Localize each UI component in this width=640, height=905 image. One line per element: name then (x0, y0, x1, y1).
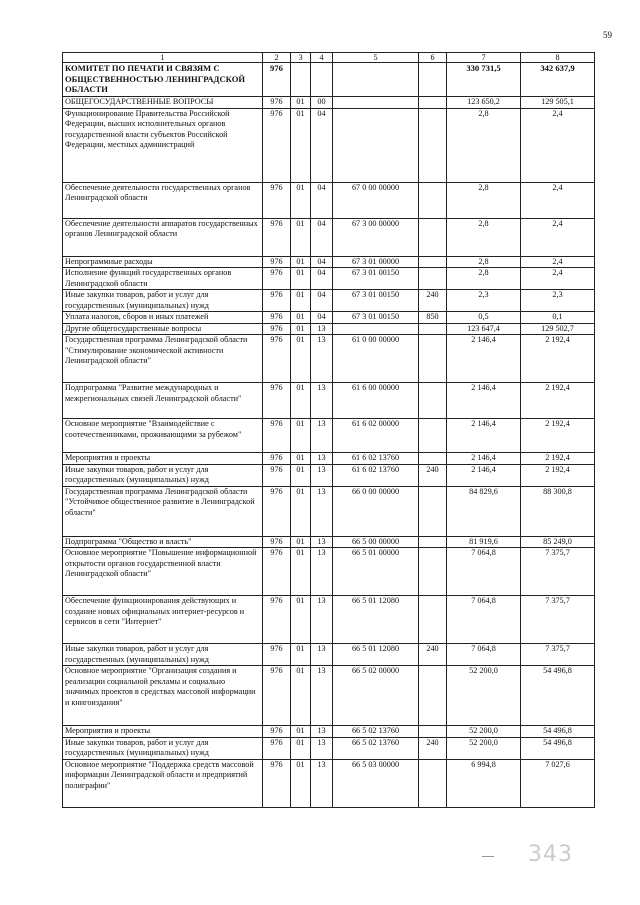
row-amount-year1: 52 200,0 (447, 737, 521, 759)
row-expense-type: 850 (419, 312, 447, 324)
table-row (63, 644, 595, 666)
row-group: 01 (291, 536, 311, 548)
row-expense-type (419, 419, 447, 453)
row-name: Подпрограмма "Развитие международных и межрегиональных связей Ленинградской области" (63, 383, 263, 419)
row-section: 13 (311, 464, 333, 486)
row-amount-year1: 2 146,4 (447, 419, 521, 453)
row-group: 01 (291, 596, 311, 644)
row-target-article: 67 3 01 00000 (333, 256, 419, 268)
table-row (63, 256, 595, 268)
row-section: 04 (311, 268, 333, 290)
row-group: 01 (291, 335, 311, 383)
row-group: 01 (291, 383, 311, 419)
row-code: 976 (263, 644, 291, 666)
row-amount-year1: 2 146,4 (447, 383, 521, 419)
row-name: Подпрограмма "Общество и власть" (63, 536, 263, 548)
row-code: 976 (263, 464, 291, 486)
row-name: Непрограммные расходы (63, 256, 263, 268)
row-name: Функционирование Правительства Российской Федерации, высших исполнительных органов государственной власти субъектов Российской Федерации, местных администраций (63, 108, 263, 182)
header-cell: 7 (447, 53, 521, 63)
row-target-article: 66 5 03 00000 (333, 759, 419, 807)
row-group: 01 (291, 666, 311, 726)
row-name: Уплата налогов, сборов и иных платежей (63, 312, 263, 324)
row-group: 01 (291, 419, 311, 453)
row-amount-year2: 7 027,6 (521, 759, 595, 807)
row-amount-year1: 81 919,6 (447, 536, 521, 548)
table-row (63, 323, 595, 335)
row-target-article: 61 0 00 00000 (333, 335, 419, 383)
table-row (63, 464, 595, 486)
row-target-article: 66 0 00 00000 (333, 486, 419, 536)
row-expense-type (419, 759, 447, 807)
row-target-article: 61 6 02 13760 (333, 464, 419, 486)
row-amount-year2: 2,4 (521, 256, 595, 268)
row-group: 01 (291, 726, 311, 738)
row-amount-year1: 2,8 (447, 182, 521, 218)
row-amount-year1: 123 647,4 (447, 323, 521, 335)
row-amount-year2: 54 496,8 (521, 737, 595, 759)
row-amount-year2: 2,4 (521, 182, 595, 218)
row-name: Основное мероприятие "Взаимодействие с соотечественниками, проживающими за рубежом" (63, 419, 263, 453)
row-expense-type (419, 383, 447, 419)
row-target-article: 66 5 02 13760 (333, 737, 419, 759)
row-section: 13 (311, 596, 333, 644)
row-group (291, 63, 311, 97)
row-amount-year1: 7 064,8 (447, 548, 521, 596)
row-amount-year2: 2 192,4 (521, 383, 595, 419)
row-expense-type (419, 548, 447, 596)
row-amount-year2: 7 375,7 (521, 596, 595, 644)
row-expense-type (419, 596, 447, 644)
row-group: 01 (291, 312, 311, 324)
row-amount-year2: 88 300,8 (521, 486, 595, 536)
table-row (63, 312, 595, 324)
row-target-article: 66 5 02 13760 (333, 726, 419, 738)
row-group: 01 (291, 323, 311, 335)
row-code: 976 (263, 726, 291, 738)
row-amount-year2: 2,4 (521, 108, 595, 182)
table-body (63, 53, 595, 808)
row-name: Обеспечение функционирования действующих и создание новых официальных интернет-ресурсов и сервисов в сети "Интернет" (63, 596, 263, 644)
row-amount-year2: 129 502,7 (521, 323, 595, 335)
row-group: 01 (291, 97, 311, 109)
row-section: 04 (311, 218, 333, 256)
row-section: 13 (311, 666, 333, 726)
row-group: 01 (291, 486, 311, 536)
row-code: 976 (263, 218, 291, 256)
row-target-article: 61 6 02 00000 (333, 419, 419, 453)
page-stamp: 343 (528, 842, 573, 867)
row-code: 976 (263, 737, 291, 759)
row-target-article: 67 0 00 00000 (333, 182, 419, 218)
row-name: Исполнение функций государственных органов Ленинградской области (63, 268, 263, 290)
row-expense-type (419, 63, 447, 97)
row-amount-year1: 2,3 (447, 290, 521, 312)
row-group: 01 (291, 290, 311, 312)
row-amount-year1: 2,8 (447, 218, 521, 256)
row-code: 976 (263, 453, 291, 465)
row-group: 01 (291, 453, 311, 465)
row-expense-type: 240 (419, 737, 447, 759)
row-amount-year2: 54 496,8 (521, 666, 595, 726)
row-target-article (333, 97, 419, 109)
row-amount-year1: 0,5 (447, 312, 521, 324)
row-expense-type: 240 (419, 644, 447, 666)
row-amount-year1: 2,8 (447, 108, 521, 182)
row-code: 976 (263, 268, 291, 290)
row-target-article: 66 5 01 12080 (333, 596, 419, 644)
row-group: 01 (291, 548, 311, 596)
row-section (311, 63, 333, 97)
row-amount-year2: 0,1 (521, 312, 595, 324)
row-amount-year1: 2,8 (447, 256, 521, 268)
row-amount-year2: 2 192,4 (521, 335, 595, 383)
row-section: 13 (311, 335, 333, 383)
table-row (63, 290, 595, 312)
row-target-article (333, 108, 419, 182)
row-amount-year1: 123 650,2 (447, 97, 521, 109)
row-target-article: 67 3 01 00150 (333, 312, 419, 324)
row-amount-year1: 84 829,6 (447, 486, 521, 536)
row-expense-type (419, 256, 447, 268)
table-row (63, 596, 595, 644)
table-row (63, 419, 595, 453)
row-amount-year2: 2 192,4 (521, 464, 595, 486)
header-cell: 5 (333, 53, 419, 63)
row-section: 04 (311, 256, 333, 268)
header-cell: 1 (63, 53, 263, 63)
row-code: 976 (263, 97, 291, 109)
row-amount-year2: 7 375,7 (521, 644, 595, 666)
row-group: 01 (291, 218, 311, 256)
row-amount-year2: 2,4 (521, 268, 595, 290)
row-amount-year2: 7 375,7 (521, 548, 595, 596)
row-name: Иные закупки товаров, работ и услуг для государственных (муниципальных) нужд (63, 644, 263, 666)
row-target-article: 66 5 00 00000 (333, 536, 419, 548)
row-expense-type (419, 108, 447, 182)
row-amount-year1: 52 200,0 (447, 666, 521, 726)
row-amount-year2: 54 496,8 (521, 726, 595, 738)
row-expense-type: 240 (419, 290, 447, 312)
row-target-article: 67 3 01 00150 (333, 268, 419, 290)
header-cell: 8 (521, 53, 595, 63)
row-expense-type (419, 726, 447, 738)
table-row (63, 536, 595, 548)
row-amount-year1: 2 146,4 (447, 335, 521, 383)
row-code: 976 (263, 383, 291, 419)
row-name: Мероприятия и проекты (63, 453, 263, 465)
row-code: 976 (263, 486, 291, 536)
table-row (63, 182, 595, 218)
row-name: Обеспечение деятельности аппаратов государственных органов Ленинградской области (63, 218, 263, 256)
row-name: Иные закупки товаров, работ и услуг для государственных (муниципальных) нужд (63, 464, 263, 486)
row-name: Иные закупки товаров, работ и услуг для государственных (муниципальных) нужд (63, 290, 263, 312)
row-target-article: 67 3 01 00150 (333, 290, 419, 312)
row-group: 01 (291, 108, 311, 182)
budget-table (62, 52, 595, 808)
header-cell: 3 (291, 53, 311, 63)
row-code: 976 (263, 335, 291, 383)
table-row (63, 218, 595, 256)
row-section: 13 (311, 419, 333, 453)
row-code: 976 (263, 63, 291, 97)
row-amount-year2: 85 249,0 (521, 536, 595, 548)
row-target-article: 61 6 00 00000 (333, 383, 419, 419)
page-number: 59 (603, 30, 612, 40)
row-section: 13 (311, 486, 333, 536)
row-target-article (333, 323, 419, 335)
row-section: 13 (311, 548, 333, 596)
row-group: 01 (291, 737, 311, 759)
row-section: 00 (311, 97, 333, 109)
table-row (63, 108, 595, 182)
row-expense-type (419, 536, 447, 548)
row-section: 13 (311, 536, 333, 548)
table-row (63, 726, 595, 738)
row-target-article (333, 63, 419, 97)
row-section: 04 (311, 182, 333, 218)
row-code: 976 (263, 312, 291, 324)
row-amount-year2: 2,3 (521, 290, 595, 312)
row-code: 976 (263, 536, 291, 548)
table-row (63, 548, 595, 596)
row-code: 976 (263, 108, 291, 182)
row-section: 04 (311, 312, 333, 324)
row-code: 976 (263, 419, 291, 453)
row-section: 13 (311, 644, 333, 666)
row-expense-type: 240 (419, 464, 447, 486)
row-name: Иные закупки товаров, работ и услуг для государственных (муниципальных) нужд (63, 737, 263, 759)
row-target-article: 67 3 00 00000 (333, 218, 419, 256)
table-row (63, 486, 595, 536)
row-name: Государственная программа Ленинградской области "Стимулирование экономической активности Ленинградской области" (63, 335, 263, 383)
row-amount-year1: 2 146,4 (447, 464, 521, 486)
row-name: Основное мероприятие "Повышение информационной открытости органов государственной власти Ленинградской области" (63, 548, 263, 596)
row-group: 01 (291, 268, 311, 290)
row-group: 01 (291, 256, 311, 268)
row-target-article: 66 5 01 12080 (333, 644, 419, 666)
row-name: Мероприятия и проекты (63, 726, 263, 738)
header-cell: 6 (419, 53, 447, 63)
row-name: Другие общегосударственные вопросы (63, 323, 263, 335)
row-section: 13 (311, 383, 333, 419)
row-amount-year1: 2,8 (447, 268, 521, 290)
table-row (63, 268, 595, 290)
table-row (63, 453, 595, 465)
header-row (63, 53, 595, 63)
row-code: 976 (263, 182, 291, 218)
row-name: ОБЩЕГОСУДАРСТВЕННЫЕ ВОПРОСЫ (63, 97, 263, 109)
row-group: 01 (291, 644, 311, 666)
row-section: 04 (311, 108, 333, 182)
row-amount-year2: 2 192,4 (521, 453, 595, 465)
row-amount-year1: 52 200,0 (447, 726, 521, 738)
row-code: 976 (263, 596, 291, 644)
row-amount-year2: 2 192,4 (521, 419, 595, 453)
row-expense-type (419, 97, 447, 109)
row-code: 976 (263, 323, 291, 335)
row-amount-year1: 6 994,8 (447, 759, 521, 807)
row-group: 01 (291, 759, 311, 807)
row-amount-year2: 342 637,9 (521, 63, 595, 97)
row-amount-year1: 2 146,4 (447, 453, 521, 465)
row-amount-year1: 7 064,8 (447, 644, 521, 666)
row-expense-type (419, 486, 447, 536)
row-section: 13 (311, 323, 333, 335)
table-row (63, 63, 595, 97)
header-cell: 4 (311, 53, 333, 63)
row-name: Основное мероприятие "Организация создания и реализации социальной рекламы и социально значимых проектов в средствах массовой информации и книгоиздания" (63, 666, 263, 726)
table-row (63, 759, 595, 807)
row-section: 13 (311, 726, 333, 738)
row-expense-type (419, 335, 447, 383)
row-group: 01 (291, 464, 311, 486)
row-code: 976 (263, 256, 291, 268)
row-code: 976 (263, 548, 291, 596)
row-name: КОМИТЕТ ПО ПЕЧАТИ И СВЯЗЯМ С ОБЩЕСТВЕННОСТЬЮ ЛЕНИНГРАДСКОЙ ОБЛАСТИ (63, 63, 263, 97)
row-amount-year2: 2,4 (521, 218, 595, 256)
row-code: 976 (263, 290, 291, 312)
table-row (63, 383, 595, 419)
row-name: Обеспечение деятельности государственных органов Ленинградской области (63, 182, 263, 218)
row-target-article: 61 6 02 13760 (333, 453, 419, 465)
table-row (63, 737, 595, 759)
row-group: 01 (291, 182, 311, 218)
row-expense-type (419, 453, 447, 465)
row-section: 04 (311, 290, 333, 312)
row-section: 13 (311, 759, 333, 807)
table-row (63, 97, 595, 109)
handwritten-dash (482, 856, 494, 857)
header-cell: 2 (263, 53, 291, 63)
row-amount-year1: 7 064,8 (447, 596, 521, 644)
table-row (63, 335, 595, 383)
row-name: Государственная программа Ленинградской области "Устойчивое общественное развитие в Ленинградской области" (63, 486, 263, 536)
row-section: 13 (311, 453, 333, 465)
row-code: 976 (263, 759, 291, 807)
row-amount-year2: 129 505,1 (521, 97, 595, 109)
table-row (63, 666, 595, 726)
row-expense-type (419, 182, 447, 218)
row-expense-type (419, 666, 447, 726)
row-target-article: 66 5 02 00000 (333, 666, 419, 726)
row-expense-type (419, 218, 447, 256)
row-expense-type (419, 323, 447, 335)
row-code: 976 (263, 666, 291, 726)
row-target-article: 66 5 01 00000 (333, 548, 419, 596)
row-amount-year1: 330 731,5 (447, 63, 521, 97)
row-name: Основное мероприятие "Поддержка средств массовой информации Ленинградской области и предприятий полиграфии" (63, 759, 263, 807)
row-section: 13 (311, 737, 333, 759)
row-expense-type (419, 268, 447, 290)
